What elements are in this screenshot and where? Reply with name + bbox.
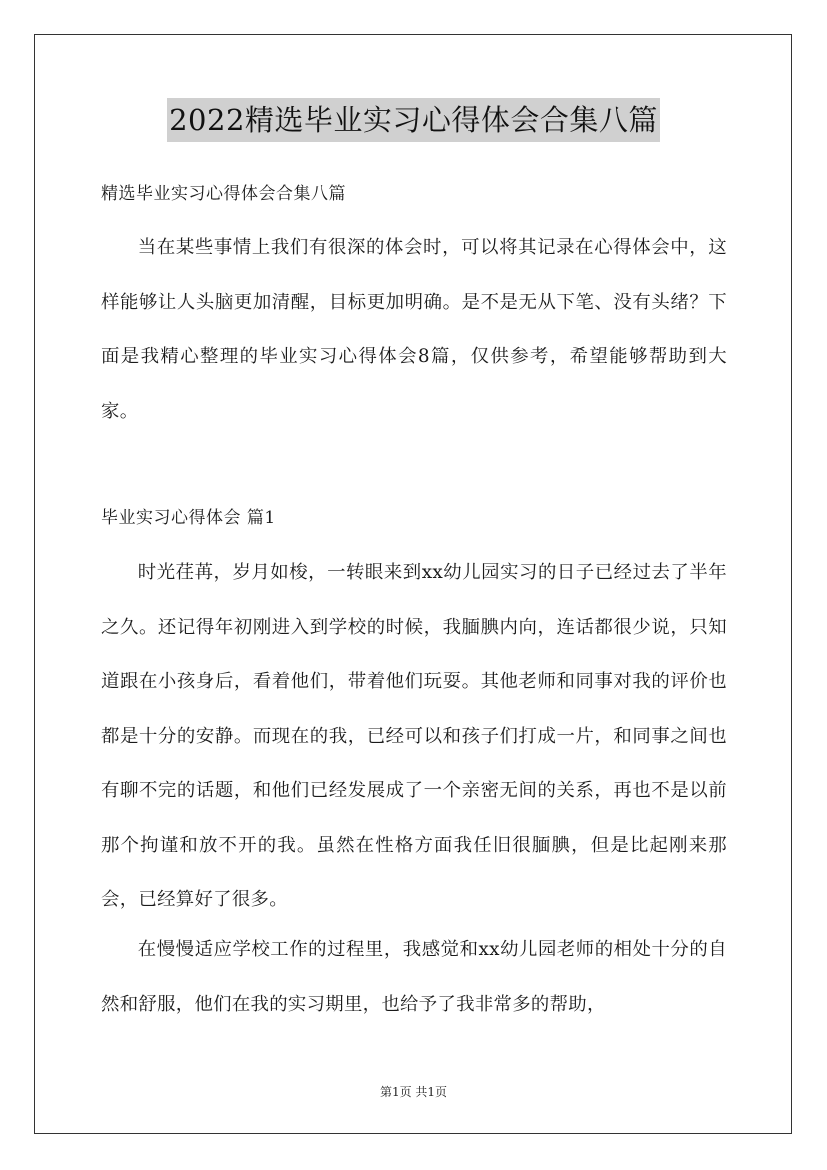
document-subtitle: 精选毕业实习心得体会合集八篇 — [101, 184, 346, 204]
intro-paragraph: 当在某些事情上我们有很深的体会时，可以将其记录在心得体会中，这样能够让人头脑更加清醒，目标更加明确。是不是无从下笔、没有头绪？下面是我精心整理的毕业实习心得体会8篇，仅供参考，希望能够帮助到大家。 — [101, 237, 727, 422]
page-number-footer: 第1页 共1页 — [379, 1085, 448, 1099]
title-container — [0, 98, 827, 142]
body-paragraph: 时光荏苒，岁月如梭，一转眼来到xx幼儿园实习的日子已经过去了半年之久。还记得年初刚进入到学校的时候，我腼腆内向，连话都很少说，只知道跟在小孩身后，看着他们，带着他们玩耍。其他老师和同事对我的评价也都是十分的安静。而现在的我，已经可以和孩子们打成一片，和同事之间也有聊不完的话题，和他们已经发展成了一个亲密无间的关系，再也不是以前那个拘谨和放不开的我。虽然在性格方面我任旧很腼腆，但是比起刚来那会，已经算好了很多。 — [101, 562, 727, 910]
section-heading: 毕业实习心得体会 篇1 — [101, 508, 276, 528]
document-title: 2022精选毕业实习心得体会合集八篇 — [167, 98, 660, 142]
body-paragraph: 在慢慢适应学校工作的过程里，我感觉和xx幼儿园老师的相处十分的自然和舒服，他们在我的实习期里，也给予了我非常多的帮助， — [101, 939, 727, 1015]
